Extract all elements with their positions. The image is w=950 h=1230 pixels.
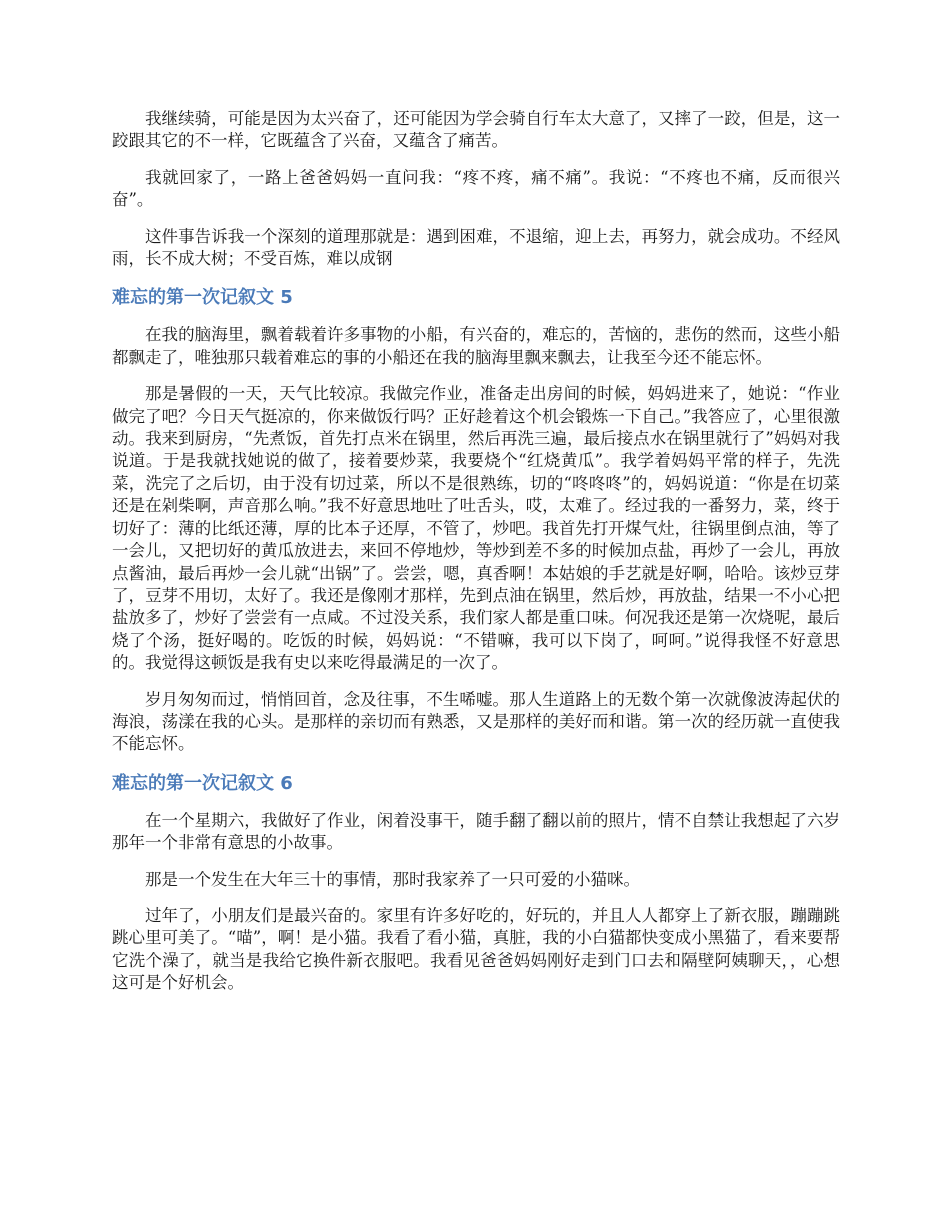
paragraph: 我继续骑，可能是因为太兴奋了，还可能因为学会骑自行车太大意了，又摔了一跤，但是，这一跤跟其它的不一样，它既蕴含了兴奋，又蕴含了痛苦。 xyxy=(112,109,840,151)
section-heading: 难忘的第一次记叙文 5 xyxy=(112,287,293,309)
document-body xyxy=(112,108,840,1009)
section-heading: 难忘的第一次记叙文 6 xyxy=(112,772,293,794)
paragraph: 那是暑假的一天，天气比较凉。我做完作业，准备走出房间的时候，妈妈进来了，她说：“作业做完了吧？今日天气挺凉的，你来做饭行吗？正好趁着这个机会锻炼一下自己。”我答应了，心里很激动。我来到厨房，“先煮饭，首先打点米在锅里，然后再洗三遍，最后接点水在锅里就行了”妈妈对我说道。于是我就找她说的做了，接着要炒菜，我要烧个“红烧黄瓜”。我学着妈妈平常的样子，先洗菜，洗完了之后切，由于没有切过菜，所以不是很熟练，切的“咚咚咚”的，妈妈说道：“你是在切菜还是在剁柴啊，声音那么响。”我不好意思地吐了吐舌头，哎，太难了。经过我的一番努力，菜，终于切好了：薄的比纸还薄，厚的比本子还厚，不管了，炒吧。我首先打开煤气灶，往锅里倒点油，等了一会儿，又把切好的黄瓜放进去，来回不停地炒，等炒到差不多的时候加点盐，再炒了一会儿，再放点酱油，最后再炒一会儿就“出锅”了。尝尝，嗯，真香啊！本姑娘的手艺就是好啊，哈哈。该炒豆芽了，豆芽不用切，太好了。我还是像刚才那样，先到点油在锅里，然后炒，再放盐，结果一不小心把盐放多了，炒好了尝尝有一点咸。不过没关系，我们家人都是重口味。何况我还是第一次烧呢，最后烧了个汤，挺好喝的。吃饭的时候，妈妈说：“不错嘛，我可以下岗了，呵呵。”说得我怪不好意思的。我觉得这顿饭是我有史以来吃得最满足的一次了。 xyxy=(112,384,840,673)
paragraph: 在一个星期六，我做好了作业，闲着没事干，随手翻了翻以前的照片，情不自禁让我想起了六岁那年一个非常有意思的小故事。 xyxy=(112,810,840,853)
paragraph: 那是一个发生在大年三十的事情，那时我家养了一只可爱的小猫咪。 xyxy=(145,869,640,889)
paragraph: 岁月匆匆而过，悄悄回首，念及往事，不生唏嘘。那人生道路上的无数个第一次就像波涛起伏的海浪，荡漾在我的心头。是那样的亲切而有熟悉，又是那样的美好而和谐。第一次的经历就一直使我不能忘怀。 xyxy=(112,689,840,754)
paragraph: 我就回家了，一路上爸爸妈妈一直问我：“疼不疼，痛不痛”。我说：“不疼也不痛，反而很兴奋”。 xyxy=(112,167,840,210)
paragraph: 过年了，小朋友们是最兴奋的。家里有许多好吃的，好玩的，并且人人都穿上了新衣服，蹦蹦跳跳心里可美了。“喵”，啊！是小猫。我看了看小猫，真脏，我的小白猫都快变成小黑猫了，看来要帮它洗个澡了，就当是我给它换件新衣服吧。我看见爸爸妈妈刚好走到门口去和隔壁阿姨聊天，，心想这可是个好机会。 xyxy=(112,905,840,993)
paragraph: 这件事告诉我一个深刻的道理那就是：遇到困难，不退缩，迎上去，再努力，就会成功。不经风雨，长不成大树；不受百炼，难以成钢 xyxy=(112,226,840,269)
paragraph: 在我的脑海里，飘着载着许多事物的小船，有兴奋的，难忘的，苦恼的，悲伤的然而，这些小船都飘走了，唯独那只载着难忘的事的小船还在我的脑海里飘来飘去，让我至今还不能忘怀。 xyxy=(112,325,840,367)
